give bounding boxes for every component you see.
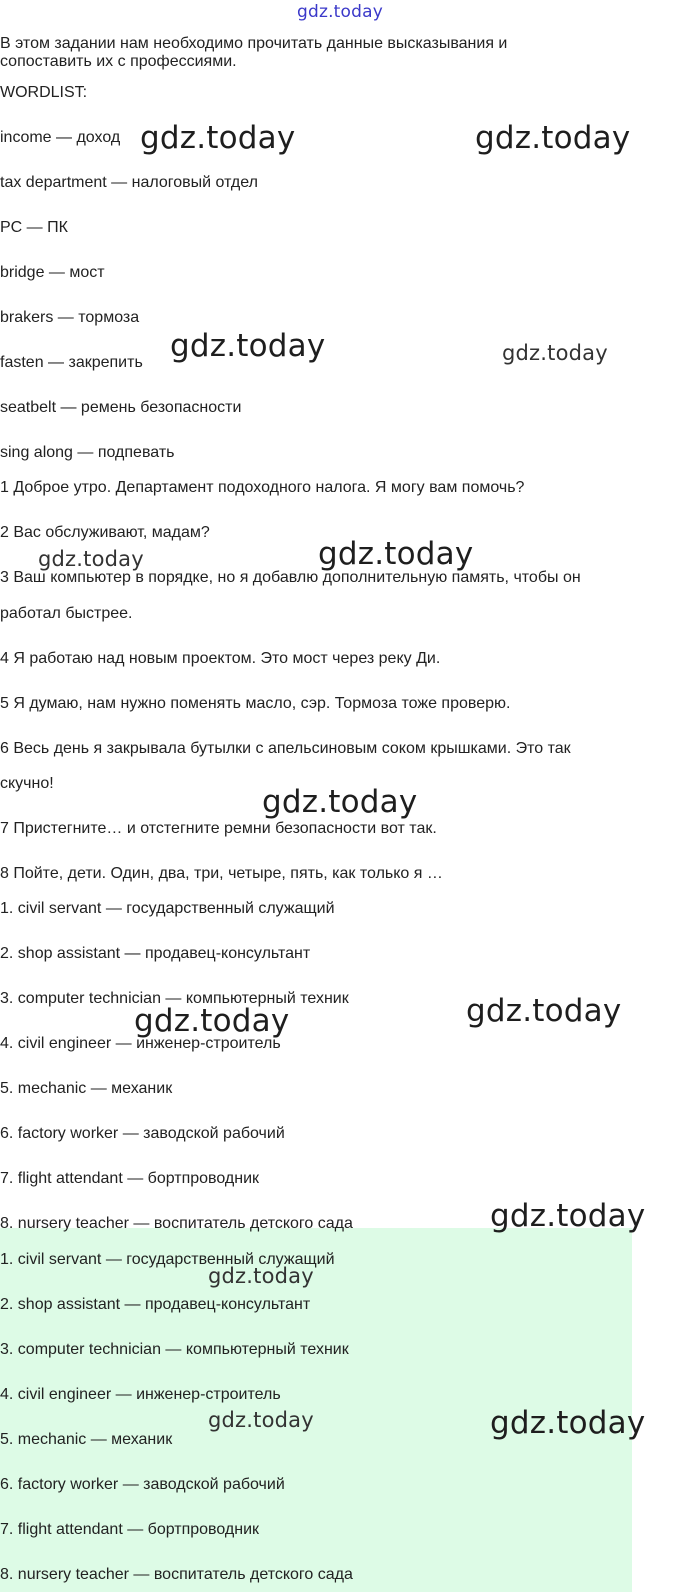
- answer-item: 3. computer technician — компьютерный техник: [0, 1341, 349, 1358]
- translation-line: 5 Я думаю, нам нужно поменять масло, сэр. Тормоза тоже проверю.: [0, 695, 511, 712]
- watermark: gdz.today: [502, 341, 608, 365]
- answer-item: 1. civil servant — государственный служащий: [0, 1251, 335, 1268]
- answer-item: 8. nursery teacher — воспитатель детского сада: [0, 1566, 353, 1583]
- wordlist-heading: WORDLIST:: [0, 84, 88, 101]
- job-item: 2. shop assistant — продавец-консультант: [0, 945, 311, 962]
- translation-line: 8 Пойте, дети. Один, два, три, четыре, пять, как только я …: [0, 865, 443, 882]
- answer-item: 4. civil engineer — инженер-строитель: [0, 1386, 281, 1403]
- watermark: gdz.today: [38, 547, 144, 571]
- wordlist-item: tax department — налоговый отдел: [0, 174, 258, 191]
- watermark-top: gdz.today: [296, 2, 384, 22]
- wordlist-item: sing along — подпевать: [0, 444, 175, 461]
- wordlist-item: fasten — закрепить: [0, 354, 143, 371]
- answer-item: 6. factory worker — заводской рабочий: [0, 1476, 285, 1493]
- translation-line: 7 Пристегните… и отстегните ремни безопасности вот так.: [0, 820, 437, 837]
- translation-line: 6 Весь день я закрывала бутылки с апельсиновым соком крышками. Это так: [0, 740, 571, 757]
- intro-cut-text: сопоставить их с профессиями.: [0, 53, 237, 70]
- watermark: gdz.today: [170, 328, 326, 364]
- watermark: gdz.today: [490, 1405, 646, 1441]
- job-item: 4. civil engineer — инженер-строитель: [0, 1035, 281, 1052]
- watermark: gdz.today: [466, 993, 622, 1029]
- watermark: gdz.today: [475, 120, 631, 156]
- watermark: gdz.today: [318, 536, 474, 572]
- wordlist-item: brakers — тормоза: [0, 309, 140, 326]
- translation-line: 2 Вас обслуживают, мадам?: [0, 524, 210, 541]
- translation-line: работал быстрее.: [0, 605, 133, 622]
- translation-line: 4 Я работаю над новым проектом. Это мост через реку Ди.: [0, 650, 441, 667]
- job-item: 6. factory worker — заводской рабочий: [0, 1125, 285, 1142]
- job-item: 3. computer technician — компьютерный техник: [0, 990, 349, 1007]
- answer-item: 2. shop assistant — продавец-консультант: [0, 1296, 311, 1313]
- watermark: gdz.today: [134, 1003, 290, 1039]
- answer-item: 5. mechanic — механик: [0, 1431, 173, 1448]
- job-item: 7. flight attendant — бортпроводник: [0, 1170, 260, 1187]
- job-item: 1. civil servant — государственный служащий: [0, 900, 335, 917]
- wordlist-item: PC — ПК: [0, 219, 68, 236]
- translation-line: скучно!: [0, 775, 54, 792]
- intro-cut-line: [0, 53, 280, 74]
- wordlist-item: income — доход: [0, 129, 121, 146]
- watermark: gdz.today: [262, 784, 418, 820]
- watermark: gdz.today: [140, 120, 296, 156]
- translation-line: 3 Ваш компьютер в порядке, но я добавлю дополнительную память, чтобы он: [0, 569, 581, 586]
- watermark: gdz.today: [490, 1198, 646, 1234]
- answer-item: 7. flight attendant — бортпроводник: [0, 1521, 260, 1538]
- job-item: 5. mechanic — механик: [0, 1080, 173, 1097]
- watermark: gdz.today: [208, 1408, 314, 1432]
- job-item: 8. nursery teacher — воспитатель детского сада: [0, 1215, 353, 1232]
- translation-line: 1 Доброе утро. Департамент подоходного налога. Я могу вам помочь?: [0, 479, 525, 496]
- wordlist-item: seatbelt — ремень безопасности: [0, 399, 242, 416]
- intro-text: В этом задании нам необходимо прочитать данные высказывания и: [0, 35, 508, 52]
- wordlist-item: bridge — мост: [0, 264, 105, 281]
- watermark: gdz.today: [208, 1264, 314, 1288]
